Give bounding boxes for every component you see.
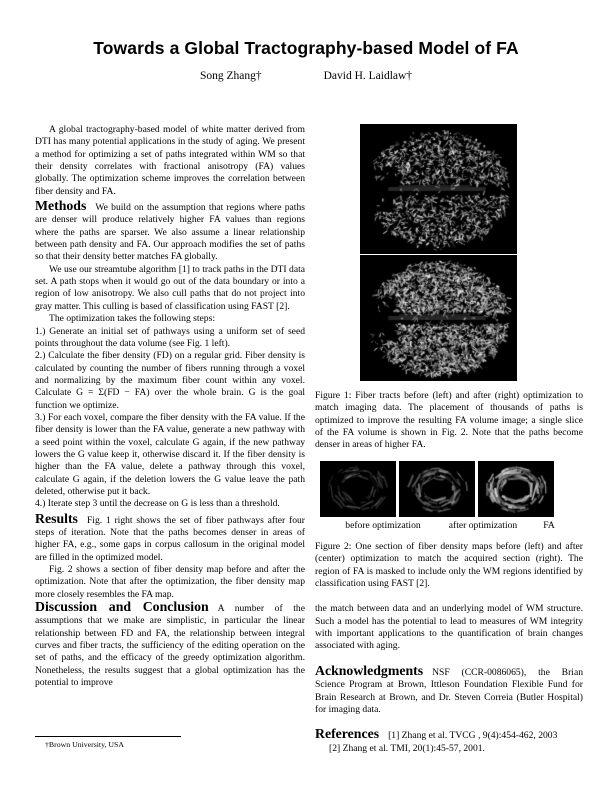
paper-title: Towards a Global Tractography-based Model of FA	[93, 38, 519, 58]
step-4: 4.) Iterate step 3 until the decrease on G is less than a threshold.	[35, 498, 280, 510]
references-heading: References	[315, 726, 380, 742]
acknowledgments-paragraph	[315, 662, 583, 716]
footnote-text: †Brown University, USA	[45, 740, 124, 749]
left-column	[35, 124, 305, 689]
references-line-1	[315, 728, 583, 742]
discussion-continuation: the match between data and an underlying model of WM structure. Such a model has the potential to lead to measures of WM integrity with important applications to the quantification of brain changes associated with aging.	[315, 603, 583, 652]
references-block	[315, 728, 583, 755]
fa-section-image	[478, 461, 554, 517]
abstract-paragraph: A global tractography-based model of white matter derived from DTI has many potential applications in the study of aging. We present a method for optimizing a set of paths integrated within WM so that their density correlates with fractional anisotropy (FA) values globally. The optimization scheme improves the correlation between fiber density and FA.	[35, 124, 305, 197]
affiliation-footnote	[35, 736, 305, 749]
results-heading: Results	[35, 510, 78, 526]
methods-lead-text: We build on the assumption that regions where paths are denser will produce relatively higher FA values than regions where the paths are sparser. We also assume a linear relationship between path density and FA. Our approach modifies the set of paths so that their density better matches FA globally.	[35, 202, 305, 263]
figure2	[320, 461, 583, 517]
step-3: 3.) For each voxel, compare the fiber density with the FA value. If the fiber density is lower than the FA value, generate a new pathway with a seed point within the voxel, calculate G again, if the new pathway lowers the G value keep it, otherwise discard it. If the fiber density is higher than the FA value, delete a pathway through this voxel, calculate G again, if the deletion lowers the G value leave the path deleted, otherwise put it back.	[35, 411, 305, 497]
right-column	[315, 124, 583, 755]
methods-paragraph	[35, 200, 305, 264]
fiber-density-after-image	[399, 461, 475, 517]
figure1-caption: Figure 1: Fiber tracts before (left) and after (right) optimization to match imaging data. The placement of thousands of paths is optimized to improve the resulting FA volume image; a single slice of the FA volume is shown in Fig. 2. Note that the paths become denser in areas of higher FA.	[315, 390, 583, 451]
label-fa: FA	[543, 519, 555, 531]
figure1	[360, 124, 517, 381]
discussion-heading: Discussion and Conclusion	[35, 599, 209, 615]
label-before-optimization: before optimization	[345, 519, 421, 531]
author-song-zhang: Song Zhang†	[199, 70, 262, 82]
reference-1: [1] Zhang et al. TVCG , 9(4):454-462, 2003	[388, 730, 558, 742]
reference-2: [2] Zhang et al. TMI, 20(1):45-57, 2001.	[329, 742, 485, 754]
fiber-density-before-image	[320, 461, 396, 517]
step-2: 2.) Calculate the fiber density (FD) on a regular grid. Fiber density is calculated by counting the number of fibers running through a voxel and normalizing by the maximum fiber count within any voxel. Calculate G = Σ(FD − FA) over the whole brain. G is the goal function we optimize.	[35, 350, 305, 411]
author-david-laidlaw: David H. Laidlaw†	[323, 70, 413, 82]
fiber-tracts-after-image	[360, 255, 517, 381]
acknowledgments-heading: Acknowledgments	[315, 662, 424, 678]
discussion-text: A number of the assumptions that we make are simplistic, in particular the linear relationship between FD and FA, the relationship between integral curves and fiber tracts, the sufficiency of the editing operation on the set of paths, and the efficacy of the greedy optimization algorithm. Nonetheless, the results suggest that a global optimization has the potential to improve	[35, 603, 305, 689]
author-row	[0, 70, 612, 82]
label-after-optimization: after optimization	[448, 519, 518, 531]
acknowledgments-text: NSF (CCR-0086065), the Brian Science Program at Brown, Ittleson Foundation Flexible Fund for Brain Research at Brown, and Dr. Steven Correia (Butler Hospital) for imaging data.	[315, 666, 583, 715]
results-paragraph	[35, 510, 305, 564]
methods-heading: Methods	[35, 198, 87, 214]
results-text-1: Fig. 1 right shows the set of fiber pathways after four steps of iteration. Note that the paths becomes denser in areas of higher FA, e.g., some gaps in corpus callosum in the original model are filled in the optimized model.	[35, 514, 305, 563]
figure2-caption: Figure 2: One section of fiber density maps before (left) and after (center) optimization to match the acquired section (right). The region of FA is masked to include only the WM regions identified by classification using FAST [2].	[315, 541, 583, 590]
methods-paragraph-2: We use our streamtube algorithm [1] to track paths in the DTI data set. A path stops when it would go out of the data boundary or into a region of low anisotropy. We also cull paths that do not project into gray matter. This culling is based of classification using FAST [2].	[35, 263, 305, 312]
footnote-rule	[35, 736, 181, 737]
step-1: 1.) Generate an initial set of pathways using a uniform set of seed points throughout the data volume (see Fig. 1 left).	[35, 325, 305, 349]
steps-intro: The optimization takes the following steps:	[49, 313, 215, 325]
fiber-tracts-before-image	[360, 124, 517, 254]
results-paragraph-2: Fig. 2 shows a section of fiber density map before and after the optimization. Note that after the optimization, the fiber density map more closely resembles the FA map.	[35, 564, 305, 600]
discussion-paragraph	[35, 601, 305, 689]
figure2-labels	[315, 520, 583, 532]
